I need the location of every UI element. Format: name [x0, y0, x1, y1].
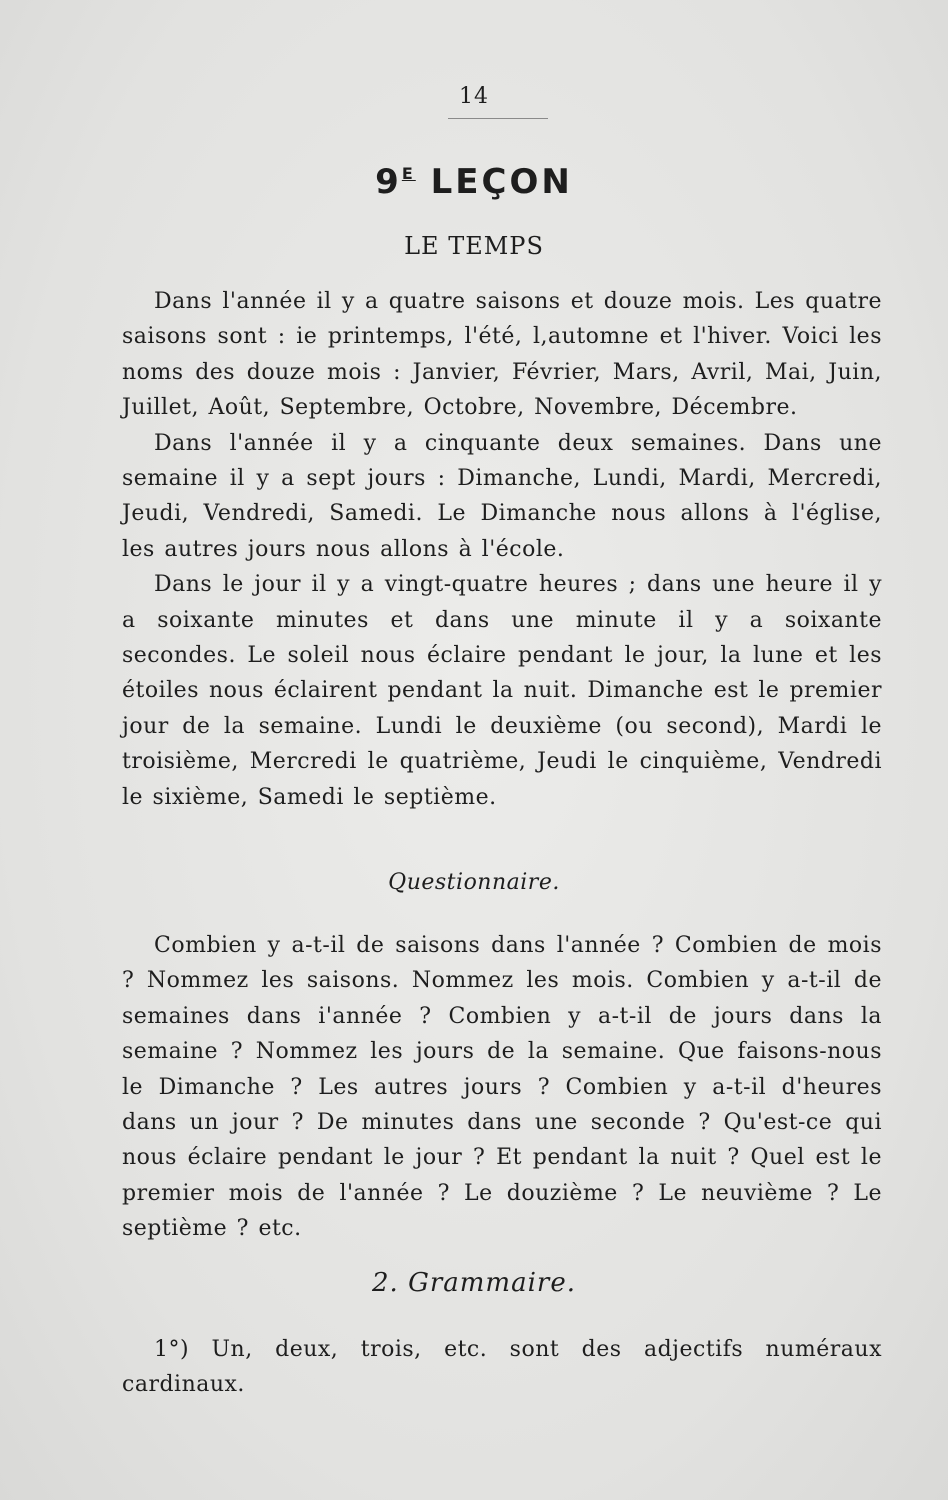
page-number-rule [448, 118, 548, 119]
questionnaire-text: Combien y a-t-il de saisons dans l'année ? Combien de mois ? Nommez les saisons. Nommez les mois. Combien y a-t-il de semaines dans i'année ? Combien y a-t-il de jours dans la semaine ? Nommez les jours de la semaine. Que faisons-nous le Dimanche ? Les autres jours ? Combien y a-t-il d'heures dans un jour ? De minutes dans une seconde ? Qu'est-ce qui nous éclaire pendant le jour ? Et pendant la nuit ? Quel est le premier mois de l'année ? Le douzième ? Le neuvième ? Le septième ? etc. [122, 933, 882, 1242]
lesson-body [122, 284, 882, 815]
lesson-title: LE TEMPS [404, 232, 544, 260]
grammar-body [122, 1332, 882, 1403]
questionnaire-body [122, 928, 882, 1247]
questionnaire-heading: Questionnaire. [388, 870, 560, 895]
grammar-text: 1°) Un, deux, trois, etc. sont des adjectifs numéraux cardinaux. [122, 1337, 882, 1398]
paragraph-hours-order: Dans le jour il y a vingt-quatre heures ; dans une heure il y a soixante minutes et dans une minute il y a soixante secondes. Le soleil nous éclaire pendant le jour, la lune et les étoiles nous éclairent pendant la nuit. Dimanche est le premier jour de la semaine. Lundi le deuxième (ou second), Mardi le troisième, Mercredi le quatrième, Jeudi le cinquième, Vendredi le sixième, Samedi le septième. [122, 572, 882, 810]
grammar-heading: 2. Grammaire. [372, 1268, 576, 1298]
lesson-word: LEÇON [430, 162, 573, 202]
page-number: 14 [459, 84, 489, 109]
paragraph-seasons-months: Dans l'année il y a quatre saisons et douze mois. Les quatre saisons sont : ie printemps, l'été, l,automne et l'hiver. Voici les noms des douze mois : Janvier, Février, Mars, Avril, Mai, Juin, Juillet, Août, Septembre, Octobre, Novembre, Décembre. [122, 289, 882, 421]
paragraph-weeks-days: Dans l'année il y a cinquante deux semaines. Dans une semaine il y a sept jours : Dimanche, Lundi, Mardi, Mercredi, Jeudi, Vendredi, Samedi. Le Dimanche nous allons à l'église, les autres jours nous allons à l'école. [122, 430, 882, 562]
lesson-ordinal-suffix: E [401, 164, 416, 183]
lesson-heading [0, 162, 948, 202]
lesson-number: 9 [375, 162, 402, 202]
